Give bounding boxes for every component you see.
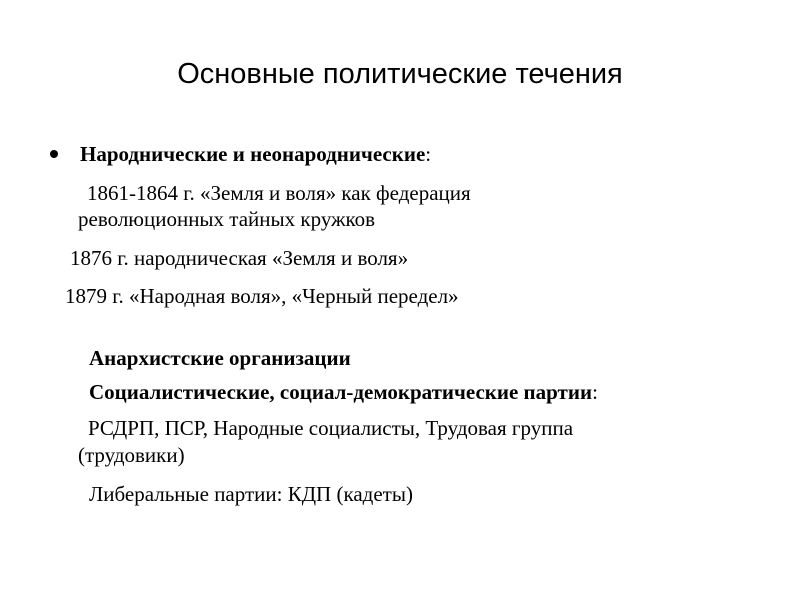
populist-heading: Народнические и неонароднические bbox=[80, 142, 426, 166]
liberal-line: Либеральные партии: КДП (кадеты) bbox=[89, 482, 413, 506]
socialist-line-2: (трудовики) bbox=[78, 443, 185, 467]
socialist-heading-colon: : bbox=[592, 380, 598, 404]
anarchist-heading: Анархистские организации bbox=[89, 346, 351, 370]
socialist-line-1: РСДРП, ПСР, Народные социалисты, Трудовая группа bbox=[88, 416, 574, 440]
populist-line-4: 1879 г. «Народная воля», «Черный передел» bbox=[65, 284, 459, 308]
bullet-icon bbox=[50, 150, 58, 158]
populist-heading-line bbox=[80, 141, 431, 167]
populist-line-2: революционных тайных кружков bbox=[78, 207, 376, 231]
socialist-heading-line bbox=[89, 379, 598, 405]
populist-heading-colon: : bbox=[425, 142, 432, 166]
populist-line-1: 1861-1864 г. «Земля и воля» как федерация bbox=[87, 181, 471, 205]
populist-line-3: 1876 г. народническая «Земля и воля» bbox=[70, 246, 409, 270]
socialist-heading: Социалистические, социал-демократические партии bbox=[89, 380, 593, 404]
slide-title: Основные политические течения bbox=[177, 58, 623, 90]
